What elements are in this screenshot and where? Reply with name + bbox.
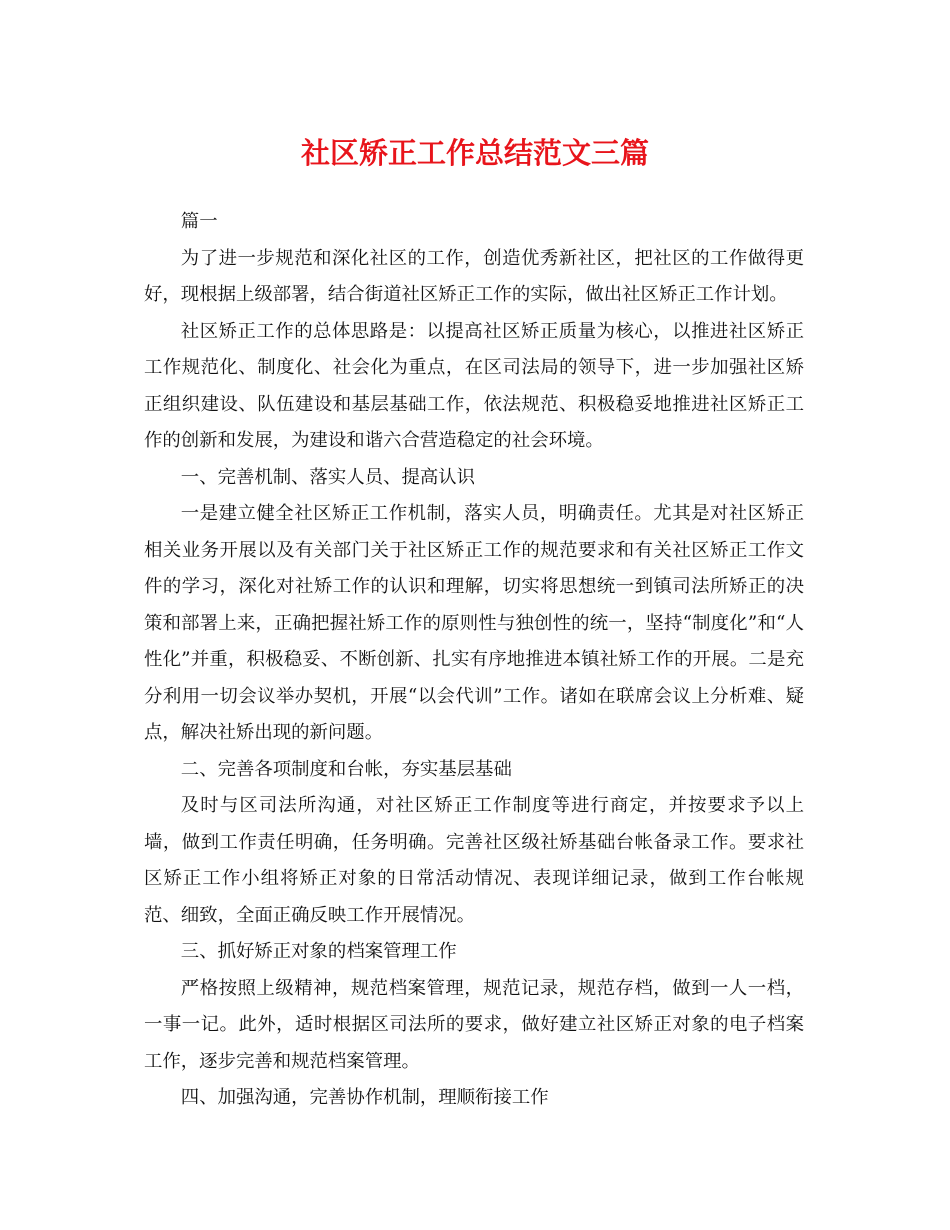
paragraph: 社区矫正工作的总体思路是：以提高社区矫正质量为核心，以推进社区矫正工作规范化、制度化、社会化为重点，在区司法局的领导下，进一步加强社区矫正组织建设、队伍建设和基层基础工作，依法规范、积极稳妥地推进社区矫正工作的创新和发展，为建设和谐六合营造稳定的社会环境。: [144, 320, 804, 451]
section-heading: 二、完善各项制度和台帐，夯实基层基础: [180, 758, 512, 780]
section-heading: 四、加强沟通，完善协作机制，理顺衔接工作: [180, 1087, 549, 1108]
section-heading: 一、完善机制、落实人员、提高认识: [180, 466, 476, 488]
section-label: 篇一: [180, 211, 218, 232]
paragraph: 为了进一步规范和深化社区的工作，创造优秀新社区，把社区的工作做得更好，现根据上级部署，结合街道社区矫正工作的实际，做出社区矫正工作计划。: [144, 247, 804, 305]
document-title: 社区矫正工作总结范文三篇: [300, 136, 649, 170]
document-body: [144, 204, 804, 1117]
paragraph: 及时与区司法所沟通，对社区矫正工作制度等进行商定，并按要求予以上墙，做到工作责任明确，任务明确。完善社区级社矫基础台帐备录工作。要求社区矫正工作小组将矫正对象的日常活动情况、表现详细记录，做到工作台帐规范、细致，全面正确反映工作开展情况。: [144, 795, 804, 926]
section-heading: 三、抓好矫正对象的档案管理工作: [180, 941, 457, 962]
paragraph: 严格按照上级精神，规范档案管理，规范记录，规范存档，做到一人一档，一事一记。此外，适时根据区司法所的要求，做好建立社区矫正对象的电子档案工作，逐步完善和规范档案管理。: [144, 977, 804, 1072]
paragraph: 一是建立健全社区矫正工作机制，落实人员，明确责任。尤其是对社区矫正相关业务开展以及有关部门关于社区矫正工作的规范要求和有关社区矫正工作文件的学习，深化对社矫工作的认识和理解，切实将思想统一到镇司法所矫正的决策和部署上来，正确把握社矫工作的原则性与独创性的统一，坚持“制度化”和“人性化”并重，积极稳妥、不断创新、扎实有序地推进本镇社矫工作的开展。二是充分利用一切会议举办契机，开展“以会代训”工作。诸如在联席会议上分析难、疑点，解决社矫出现的新问题。: [144, 503, 804, 743]
